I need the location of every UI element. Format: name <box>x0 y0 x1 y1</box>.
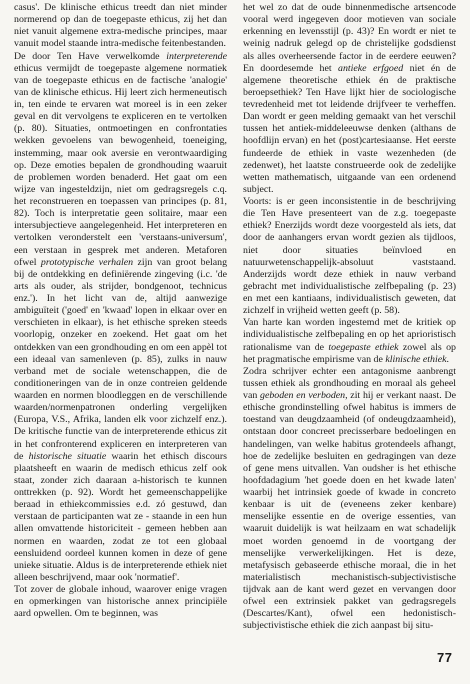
text-run: Tot zover de globale inhoud, waarover enige vragen en opmerkingen van historische annex principiële aard opwellen. Om te beginnen, was <box>14 584 227 620</box>
text-run: het wel zo dat de oude binnenmedische artsencode vooral werd ingegeven door motieven van sociale erkenning en levensstijl (p. 43)? En wordt er niet te weinig nadruk gelegd op de christelijke godsdienst als alles overheersende factor in de eerdere eeuwen? En doordesemde het <box>243 2 456 74</box>
paragraph <box>243 2 456 196</box>
text-run: Van harte kan worden ingestemd met de kritiek op individualistische zelfbepaling en op het aprioristisch rationalisme van de <box>243 317 456 353</box>
text-run: De door Ten Have verwelkomde <box>14 50 167 62</box>
text-run: niet én de algemene theoretische ethiek én de praktische beroepsethiek? Ten Have lijkt hier de sociologische tevredenheid met tot leidende drijfveer te verheffen. Dan wordt er geen melding gemaakt van het verschil tussen het antiek-middeleeuwse denken (althans de hoofdlijn ervan) en het (post)cartesiaanse. Het eerste fundeerde de ethiek in vaste wezenheden (de zedenwet), het laatste construeerde ook de zedelijke wetten mathematisch, uitgaande van een ordenend subject. <box>243 62 456 195</box>
paragraph <box>14 2 227 51</box>
italic-text: geboden en verboden <box>260 390 346 401</box>
text-run: zijn van groot belang bij de ontdekking en definiërende zingeving (i.c. 'de arts als ouder, als strijder, bondgenoot, technicus enz.'). In het licht van de, altijd aanwezige ambiguïteit ('goed' en 'kwaad' lopen in elkaar over en verschieten in elkaar), is het ethische spreken steeds voorlopig, onzeker en zoekend. Het gaat om het ontdekken van een grondhouding en om een appèl tot een ideaal van samenleven (p. 85), zulks in nauw verband met de sociale wetenschappen, die de conditioneringen van de in onze contreien geldende waarden en normen bloodleggen en de verschillende waarden/normenpatronen onderling vergelijken (Europa, V.S., Afrika, landen elk voor zichzelf enz.). De kritische functie van de interpreterende ethicus zit in het confronterend expliceren en interpreteren van de <box>14 256 228 462</box>
paragraph <box>243 366 456 633</box>
italic-text: toegepaste ethiek <box>328 341 399 353</box>
text-run: . <box>446 353 449 365</box>
text-run: casus'. De klinische ethicus treedt dan niet minder normerend op dan de toegepaste ethicus, zij het dan niet vanuit algemene extra-medische principes, maar vanuit model staande intra-medische feitenbestanden. <box>14 2 227 50</box>
paragraph <box>243 196 456 317</box>
italic-text: historische situatie <box>28 450 107 462</box>
text-run: , zit hij er verkant naast. De ethische grondinstelling ofwel habitus is immers de toestand van deugdzaamheid (of ondeugdzaamheid), ontstaan door concreet precisserbare bedoelingen en handelingen, van welke habitus grotendeels afhangt, hoe de zedelijke besluiten en gedragingen van deze of gene mens uitvallen. Van oudsher is het ethische hoofdadagium 'het goede doen en het kwade laten' waarbij het intrinsiek goede of kwade in concreto kenbaar is uit de (eveneens zeker kenbare) menselijke essentie en de overige essenties, van waaruit duidelijk is wat heilzaam en wat schadelijk moet worden genoemd in de voortgang der menselijke verwerkelijkingen. Het is deze, metafysisch gebaseerde ethische moraal, die in het materialistisch mechanistisch-subjectivistische tijdvak aan de kant werd gezet en vervangen door ofwel een extrinsiek pakket van gedragsregels (Descartes/Kant), ofwel een hedonistisch-subjectivistische ethiek die zich aanpast bij situ- <box>243 390 456 632</box>
text-run: zowel als op het pragmatische empirisme van de <box>243 341 456 365</box>
italic-text: prototypische verhalen <box>40 256 134 268</box>
right-text-column <box>243 2 456 633</box>
text-run: ethicus vermijdt de toegepaste algemene normatiek van de toegepaste ethicus en de factische 'analogie' van de klinische ethicus. Hij leert zich hermeneutisch in, ten einde te ervaren wat moreel is in een zeker geval en dit vervolgens te expliceren en te vertolken (p. 80). Situaties, ontmoetingen en confrontaties wekken gevoelens van bewogenheid, toeneiging, instemming, maar ook aversie en verontwaardiging op. Deze emoties bepalen de grondhouding waaruit de problemen worden benaderd. Het gaat om een wijze van ingesteldzijn, niet om gedragsregels c.q. het reconstrueren en toepassen van principes (p. 81, 82). Toch is interpretatie geen solitaire, maar een intersubjectieve aangelegenheid. Het interpreteren en vertolken veronderstelt een 'verstaans-universum', een verstaan in gesprek met anderen. Metaforen ofwel <box>14 62 227 268</box>
paragraph <box>243 317 456 366</box>
italic-text: interpreterende <box>166 50 227 62</box>
text-run: Voorts: is er geen inconsistentie in de beschrijving die Ten Have presenteert van de z.g. toegepaste ethiek? Enerzijds wordt deze voorgesteld als iets, dat door de aanhangers ervan wordt gezien als tijdloos, niet door situaties beïnvloed en natuurwetenschappelijk-absoluut vaststaand. Anderzijds wordt deze ethiek in nauw verband gebracht met individualistische zelfbepaling (p. 23) en met een kantiaans, individualistisch geweten, dat zichzelf in vrijheid wetten geeft (p. 58). <box>243 196 456 317</box>
text-run: waarin het ethisch discours plaatsheeft en waarin de medisch ethicus zelf ook staat, zonder zich daaraan a-historisch te kunnen onttrekken (p. 92). Wordt het gemeenschappelijke beraad in ethiekcommissies e.d. zó gestuwd, dan verstaan de participanten wat ze - staande in een hun allen omvattende historiciteit - gemeen hebben aan normen en waarden, zodat ze tot een globaal eensluidend oordeel kunnen komen in deze of gene unieke situatie. Aldus is de interpreterende ethiek niet alleen beschrijvend, maar ook 'normatief'. <box>14 450 227 583</box>
italic-text: antieke erfgoed <box>338 62 404 74</box>
left-text-column <box>14 2 227 620</box>
paragraph <box>14 584 227 620</box>
italic-text: klinische ethiek <box>385 353 447 365</box>
page-number: 77 <box>437 650 453 665</box>
paragraph <box>14 51 227 585</box>
text-run: Zodra schrijver echter een antagonisme aanbrengt tussen ethiek als grondhouding en moraal als geheel van <box>243 365 456 401</box>
